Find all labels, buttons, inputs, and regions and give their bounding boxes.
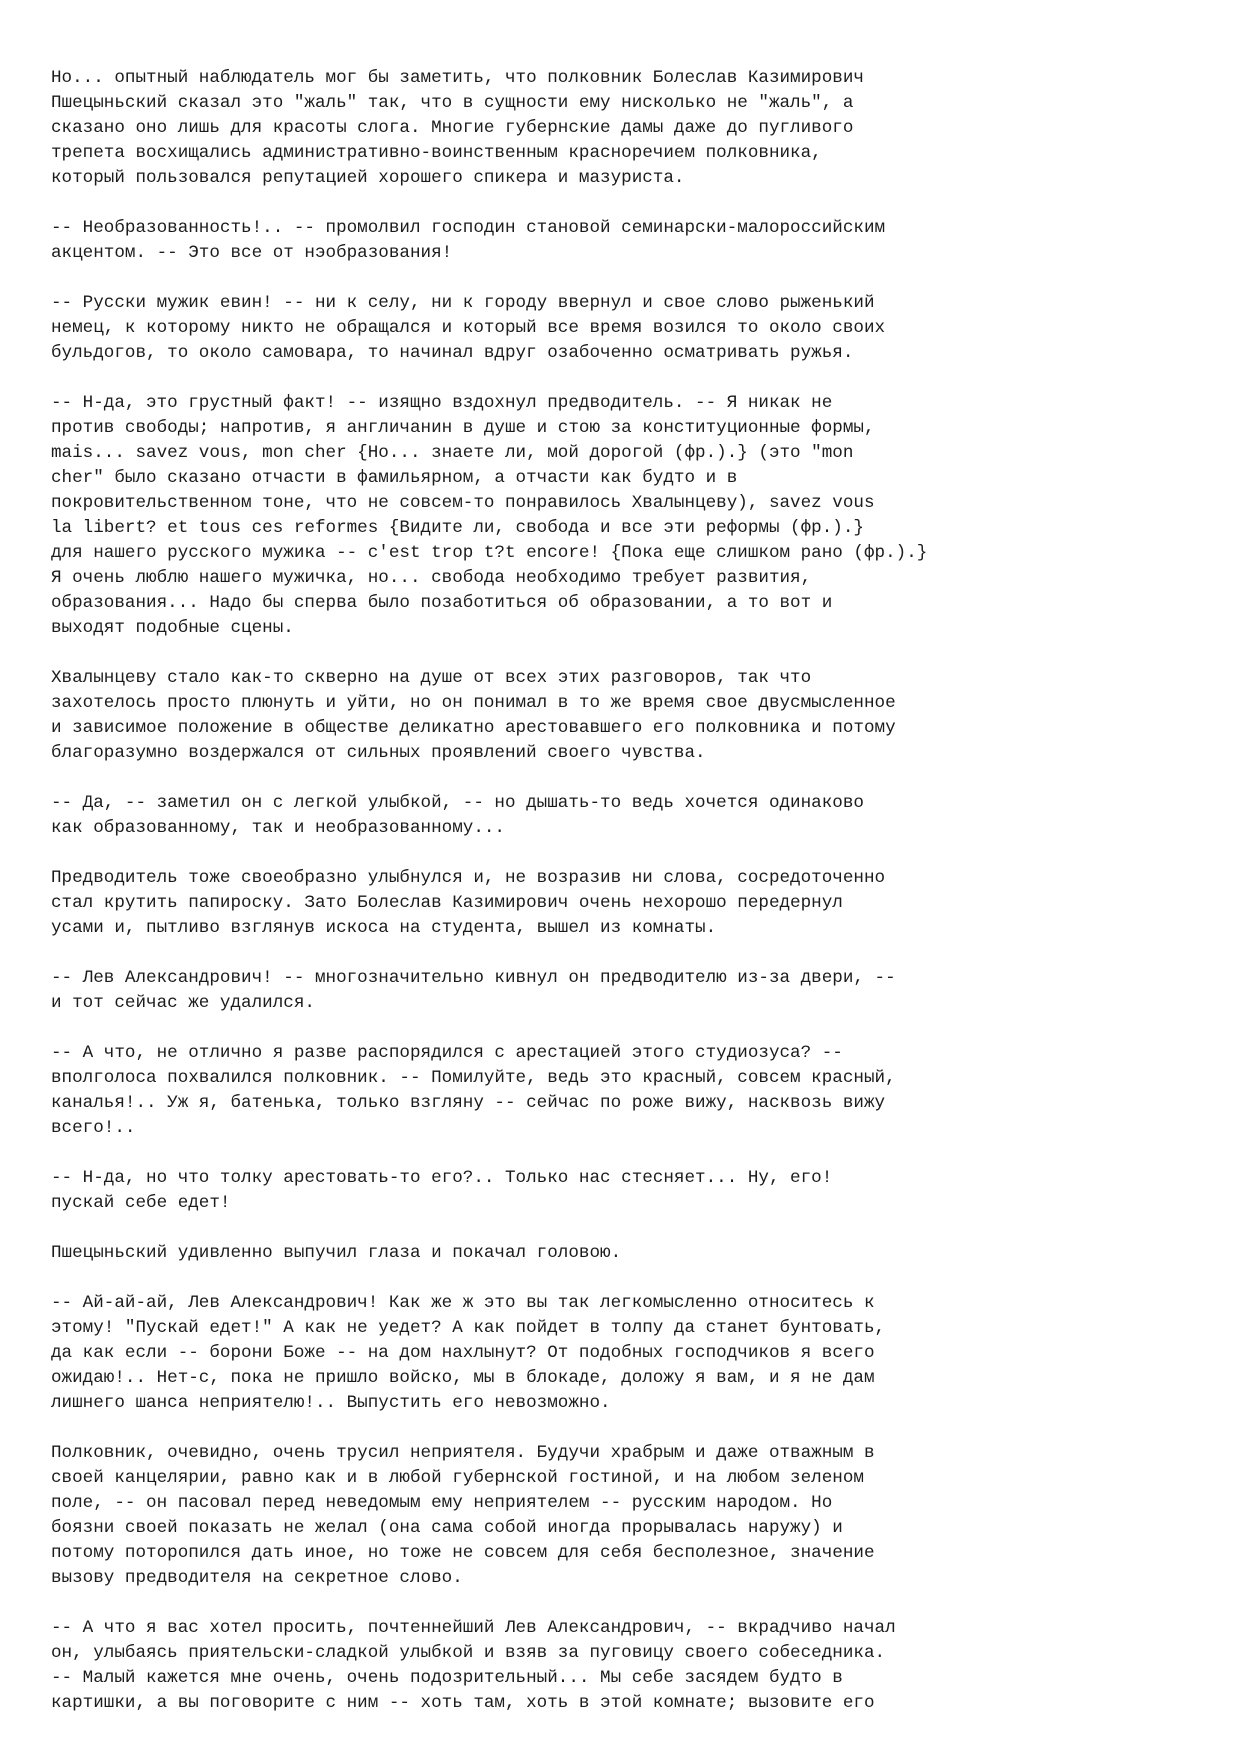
text-line: mais... savez vous, mon cher {Но... знаете ли, мой дорогой (фр.).} (это "mon [51,443,854,463]
paragraph [51,66,1211,191]
text-line: сказано оно лишь для красоты слога. Многие губернские дамы даже до пугливого [51,118,854,138]
text-line: да как если -- борони Боже -- на дом нахлынут? От подобных господчиков я всего [51,1343,875,1363]
text-line: -- Ай-ай-ай, Лев Александрович! Как же ж это вы так легкомысленно относитесь к [51,1293,875,1313]
text-line: Пшецыньский удивленно выпучил глаза и покачал головою. [51,1243,622,1263]
text-line: образования... Надо бы сперва было позаботиться об образовании, а то вот и [51,593,833,613]
text-line: ожидаю!.. Нет-с, пока не пришло войско, мы в блокаде, доложу я вам, и я не дам [51,1368,875,1388]
text-line: cher" было сказано отчасти в фамильярном, а отчасти как будто и в [51,468,738,488]
text-line: благоразумно воздержался от сильных проявлений своего чувства. [51,743,706,763]
text-line: и тот сейчас же удалился. [51,993,315,1013]
paragraph [51,866,1211,941]
paragraph [51,1441,1211,1591]
text-line: покровительственном тоне, что не совсем-то понравилось Хвалынцеву), savez vous [51,493,875,513]
paragraph [51,291,1211,366]
text-line: который пользовался репутацией хорошего спикера и мазуриста. [51,168,685,188]
text-line: лишнего шанса неприятелю!.. Выпустить его невозможно. [51,1393,611,1413]
paragraph [51,966,1211,1016]
text-line: и зависимое положение в обществе деликатно арестовавшего его полковника и потому [51,718,896,738]
document-body [51,66,1211,1741]
text-line: -- Лев Александрович! -- многозначительно кивнул он предводителю из-за двери, -- [51,968,896,988]
text-line: этому! "Пускай едет!" А как не уедет? А как пойдет в толпу да станет бунтовать, [51,1318,886,1338]
text-line: трепета восхищались административно-воинственным красноречием полковника, [51,143,822,163]
text-line: -- Н-да, но что толку арестовать-то его?.. Только нас стесняет... Ну, его! [51,1168,833,1188]
text-line: каналья!.. Уж я, батенька, только взгляну -- сейчас по роже вижу, насквозь вижу [51,1093,886,1113]
paragraph [51,216,1211,266]
text-line: картишки, а вы поговорите с ним -- хоть там, хоть в этой комнате; вызовите его [51,1693,875,1713]
text-line: поле, -- он пасовал перед неведомым ему неприятелем -- русским народом. Но [51,1493,833,1513]
text-line: Пшецыньский сказал это "жаль" так, что в сущности ему нисколько не "жаль", а [51,93,854,113]
text-line: против свободы; напротив, я англичанин в душе и стою за конституционные формы, [51,418,875,438]
text-line: пускай себе едет! [51,1193,231,1213]
text-line: потому поторопился дать иное, но тоже не совсем для себя бесполезное, значение [51,1543,875,1563]
paragraph [51,1041,1211,1141]
paragraph [51,1291,1211,1416]
text-line: акцентом. -- Это все от нэобразования! [51,243,453,263]
text-line: вполголоса похвалился полковник. -- Помилуйте, ведь это красный, совсем красный, [51,1068,896,1088]
text-line: стал крутить папироску. Зато Болеслав Казимирович очень нехорошо передернул [51,893,843,913]
text-line: Полковник, очевидно, очень трусил неприятеля. Будучи храбрым и даже отважным в [51,1443,875,1463]
text-line: боязни своей показать не желал (она сама собой иногда прорывалась наружу) и [51,1518,843,1538]
text-line: как образованному, так и необразованному... [51,818,505,838]
text-line: -- Русски мужик евин! -- ни к селу, ни к городу ввернул и свое слово рыженький [51,293,875,313]
text-line: -- Малый кажется мне очень, очень подозрительный... Мы себе засядем будто в [51,1668,843,1688]
paragraph [51,1616,1211,1716]
paragraph [51,1241,1211,1266]
text-line: усами и, пытливо взглянув искоса на студента, вышел из комнаты. [51,918,717,938]
paragraph [51,666,1211,766]
text-line: -- Да, -- заметил он с легкой улыбкой, -- но дышать-то ведь хочется одинаково [51,793,864,813]
text-line: всего!.. [51,1118,136,1138]
paragraph [51,1166,1211,1216]
text-line: своей канцелярии, равно как и в любой губернской гостиной, и на любом зеленом [51,1468,864,1488]
text-line: немец, к которому никто не обращался и который все время возился то около своих [51,318,886,338]
text-line: Предводитель тоже своеобразно улыбнулся и, не возразив ни слова, сосредоточенно [51,868,886,888]
text-line: Но... опытный наблюдатель мог бы заметить, что полковник Болеслав Казимирович [51,68,864,88]
paragraph [51,391,1211,641]
paragraph [51,791,1211,841]
text-line: выходят подобные сцены. [51,618,294,638]
text-line: для нашего русского мужика -- c'est trop t?t encore! {Пока еще слишком рано (фр.).} [51,543,928,563]
text-line: -- А что я вас хотел просить, почтеннейший Лев Александрович, -- вкрадчиво начал [51,1618,896,1638]
text-line: захотелось просто плюнуть и уйти, но он понимал в то же время свое двусмысленное [51,693,896,713]
text-line: Хвалынцеву стало как-то скверно на душе от всех этих разговоров, так что [51,668,812,688]
text-line: он, улыбаясь приятельски-сладкой улыбкой и взяв за пуговицу своего собеседника. [51,1643,886,1663]
text-line: -- Н-да, это грустный факт! -- изящно вздохнул предводитель. -- Я никак не [51,393,833,413]
text-line: бульдогов, то около самовара, то начинал вдруг озабоченно осматривать ружья. [51,343,854,363]
text-line: -- Необразованность!.. -- промолвил господин становой семинарски-малороссийским [51,218,886,238]
text-line: -- А что, не отлично я разве распорядился с арестацией этого студиозуса? -- [51,1043,843,1063]
text-line: Я очень люблю нашего мужичка, но... свобода необходимо требует развития, [51,568,812,588]
text-line: вызову предводителя на секретное слово. [51,1568,463,1588]
text-line: la libert? et tous ces reformes {Видите ли, свобода и все эти реформы (фр.).} [51,518,864,538]
